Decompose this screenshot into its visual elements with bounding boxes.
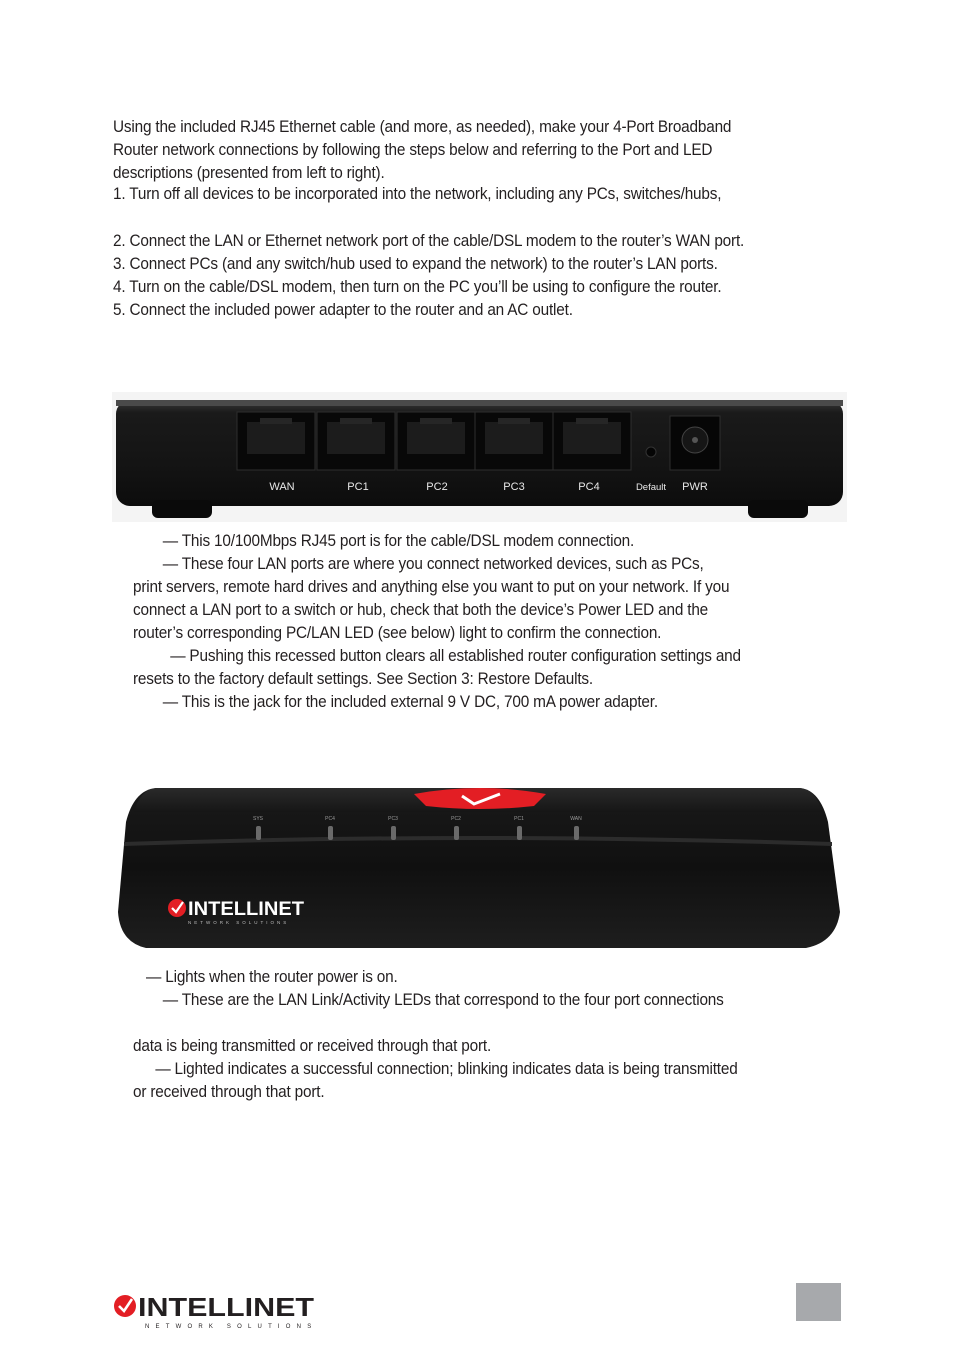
footer-brand-subtitle: NETWORK SOLUTIONS — [145, 1324, 318, 1330]
step-5: 5. Connect the included power adapter to the router and an AC outlet. — [113, 301, 573, 319]
led-pc3 — [391, 826, 396, 840]
step-1: 1. Turn off all devices to be incorporated into the network, including any PCs, switches/hubs, — [113, 185, 722, 203]
step-3: 3. Connect PCs (and any switch/hub used to expand the network) to the router’s LAN ports. — [113, 255, 718, 273]
intro-paragraph — [113, 116, 731, 185]
default-button — [646, 447, 656, 457]
pc4-port — [553, 412, 631, 470]
footer-brand-name: INTELLINET — [138, 1292, 315, 1322]
pc1-port — [317, 412, 395, 470]
led-label-pc2: PC2 — [451, 816, 461, 822]
led-wan — [574, 826, 579, 840]
port-label-default: Default — [635, 482, 667, 493]
port-label-pwr: PWR — [682, 481, 708, 493]
step-4: 4. Turn on the cable/DSL modem, then turn on the PC you’ll be using to configure the router. — [113, 278, 722, 296]
pc2-port — [397, 412, 475, 470]
wan-port — [237, 412, 315, 470]
lan-description-line: connect a LAN port to a switch or hub, check that both the device’s Power LED and the — [133, 601, 709, 619]
led-pc1 — [517, 826, 522, 840]
led-label-pc1: PC1 — [514, 816, 524, 822]
led-label-pc4: PC4 — [325, 816, 335, 822]
pc-led-description-line: — These are the LAN Link/Activity LEDs that correspond to the four port connections — [162, 991, 724, 1009]
front-panel-descriptions — [133, 966, 738, 1104]
step-2: 2. Connect the LAN or Ethernet network port of the cable/DSL modem to the router’s WAN port. — [113, 232, 745, 250]
intro-line: Router network connections by following the steps below and referring to the Port and LED — [113, 141, 713, 159]
pc-led-description-line: data is being transmitted or received through that port. — [133, 1037, 492, 1055]
led-label-pc3: PC3 — [388, 816, 398, 822]
front-brand-subtitle: NETWORK SOLUTIONS — [188, 920, 290, 925]
wan-description: — This 10/100Mbps RJ45 port is for the cable/DSL modem connection. — [162, 532, 635, 550]
front-brand-name: INTELLINET — [188, 899, 305, 920]
pwr-description: — This is the jack for the included external 9 V DC, 700 mA power adapter. — [162, 693, 658, 711]
page-number-box — [796, 1283, 841, 1321]
footer-brand-logo — [113, 1290, 323, 1330]
default-description-line: — Pushing this recessed button clears all established router configuration settings and — [170, 647, 741, 665]
rear-panel-descriptions — [133, 530, 741, 714]
front-brand-logo — [168, 899, 304, 925]
port-label-pc4: PC4 — [578, 481, 600, 493]
port-label-pc3: PC3 — [503, 481, 525, 493]
port-label-pc1: PC1 — [347, 481, 369, 493]
brand-tab-icon — [414, 788, 546, 809]
router-front-panel-image — [116, 782, 840, 954]
lan-description-line: router’s corresponding PC/LAN LED (see below) light to confirm the connection. — [133, 624, 662, 642]
sys-led-description: — Lights when the router power is on. — [146, 968, 398, 986]
intro-line: descriptions (presented from left to right). — [113, 164, 385, 182]
wan-led-description-line: — Lighted indicates a successful connection; blinking indicates data is being transmitted — [155, 1060, 738, 1078]
router-rear-panel-image — [112, 392, 847, 522]
lan-description-line: print servers, remote hard drives and anything else you want to put on your network. If you — [133, 578, 730, 596]
wan-led-description-line: or received through that port. — [133, 1083, 325, 1101]
port-label-wan: WAN — [269, 481, 295, 493]
default-description-line: resets to the factory default settings. See Section 3: Restore Defaults. — [133, 670, 594, 688]
setup-steps — [113, 183, 744, 322]
pc3-port — [475, 412, 553, 470]
led-pc4 — [328, 826, 333, 840]
led-pc2 — [454, 826, 459, 840]
intro-line: Using the included RJ45 Ethernet cable (and more, as needed), make your 4-Port Broadband — [113, 118, 732, 136]
lan-description-line: — These four LAN ports are where you connect networked devices, such as PCs, — [162, 555, 704, 573]
led-label-sys: SYS — [252, 816, 264, 822]
led-label-wan: WAN — [570, 816, 582, 822]
power-jack — [670, 416, 720, 470]
port-label-pc2: PC2 — [426, 481, 448, 493]
led-sys — [256, 826, 261, 840]
